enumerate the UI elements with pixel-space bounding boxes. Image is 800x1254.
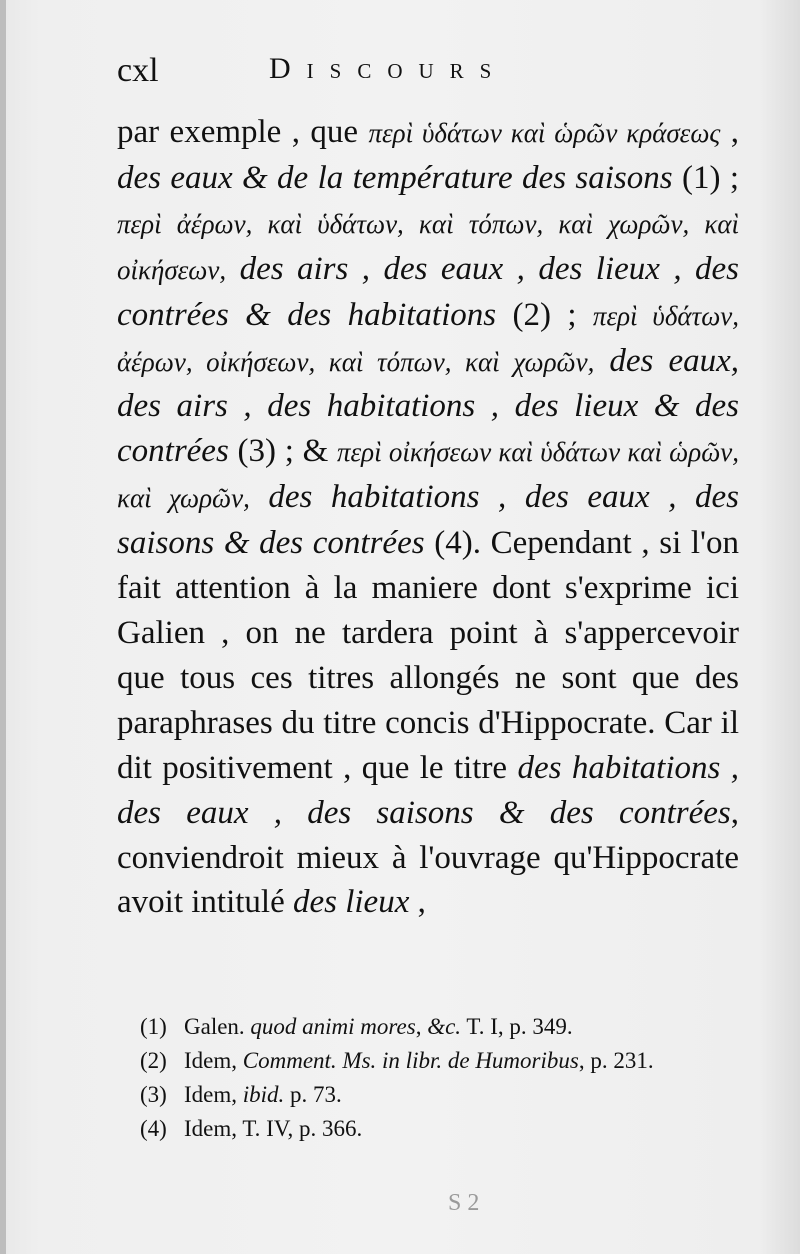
greek-title: περὶ ὑδάτων καὶ ὡρῶν κράσεως	[368, 118, 721, 148]
footnote-text: ,	[415, 1014, 428, 1039]
footnote	[140, 1010, 740, 1044]
body-paragraph	[117, 110, 739, 925]
body-segment: ,	[409, 884, 426, 921]
footnote-text: ibid.	[242, 1082, 285, 1107]
footnote-text: Idem,	[184, 1048, 243, 1073]
greek-title: περὶ ὑδάτων, ἀέρων, οἰκήσεων, καὶ τόπων, καὶ χωρῶν,	[117, 300, 740, 377]
footnote-text: p. 73.	[284, 1082, 342, 1107]
footnote-text: Idem, T. IV, p. 366.	[184, 1116, 363, 1141]
body-segment: (1) ;	[672, 159, 739, 196]
running-head: Discours	[269, 52, 508, 85]
italic-text: des habitations , des eaux , des saisons & des contrées	[117, 749, 739, 831]
body-segment: par exemple , que	[117, 114, 369, 150]
signature-mark: S 2	[448, 1190, 480, 1216]
italic-text: des airs , des eaux , des lieux , des contrées & des habitations	[117, 250, 739, 333]
footnote-text: Comment. Ms. in libr. de Humoribus	[242, 1048, 579, 1073]
body-segment	[594, 343, 609, 379]
body-segment: , conviendroit mieux à l'ouvrage qu'Hippocrate avoit intitulé	[117, 794, 739, 921]
italic-text: des eaux & de la température des saisons	[117, 159, 673, 196]
body-segment: (2) ;	[496, 296, 593, 333]
footnotes	[140, 1010, 740, 1146]
footnote	[140, 1112, 740, 1146]
body-segment	[250, 479, 269, 515]
footnote-text: Idem,	[184, 1082, 243, 1107]
greek-title: περὶ οἰκήσεων καὶ ὑδάτων καὶ ὡρῶν, καὶ χωρῶν,	[117, 437, 739, 514]
footnote-text: &c.	[427, 1014, 462, 1039]
body-text	[117, 110, 739, 925]
footnote-text: , p. 231.	[578, 1048, 654, 1073]
footnote-number: (2)	[140, 1048, 167, 1073]
italic-text: des eaux, des airs , des habitations , des lieux & des contrées	[117, 342, 739, 470]
page-header	[117, 52, 717, 98]
page-edge	[0, 0, 6, 1254]
italic-text: des habitations , des eaux , des saisons & des contrées	[117, 479, 740, 562]
footnote-number: (3)	[140, 1082, 167, 1107]
body-segment: (3) ; &	[228, 433, 337, 470]
body-segment: ,	[720, 114, 740, 150]
footnote-number: (1)	[140, 1014, 167, 1039]
footnote	[140, 1044, 740, 1078]
footnote-text: quod animi mores	[250, 1014, 416, 1039]
body-segment: (4). Cependant , si l'on fait attention à la maniere dont s'exprime ici Galien , on ne tardera point à s'appercevoir que tous ces titres allongés ne sont que des paraphrases du titre concis d'Hippocrate. Car il dit positivement , que le titre	[117, 525, 739, 786]
body-segment	[226, 251, 239, 287]
footnote-text: Galen.	[184, 1014, 251, 1039]
footnote-number: (4)	[140, 1116, 167, 1141]
page-number: cxl	[117, 52, 159, 89]
footnote	[140, 1078, 740, 1112]
italic-text: des lieux	[292, 884, 410, 921]
footnote-text: T. I, p. 349.	[461, 1014, 573, 1039]
greek-title: περὶ ἀέρων, καὶ ὑδάτων, καὶ τόπων, καὶ χωρῶν, καὶ οἰκήσεων,	[117, 208, 739, 285]
